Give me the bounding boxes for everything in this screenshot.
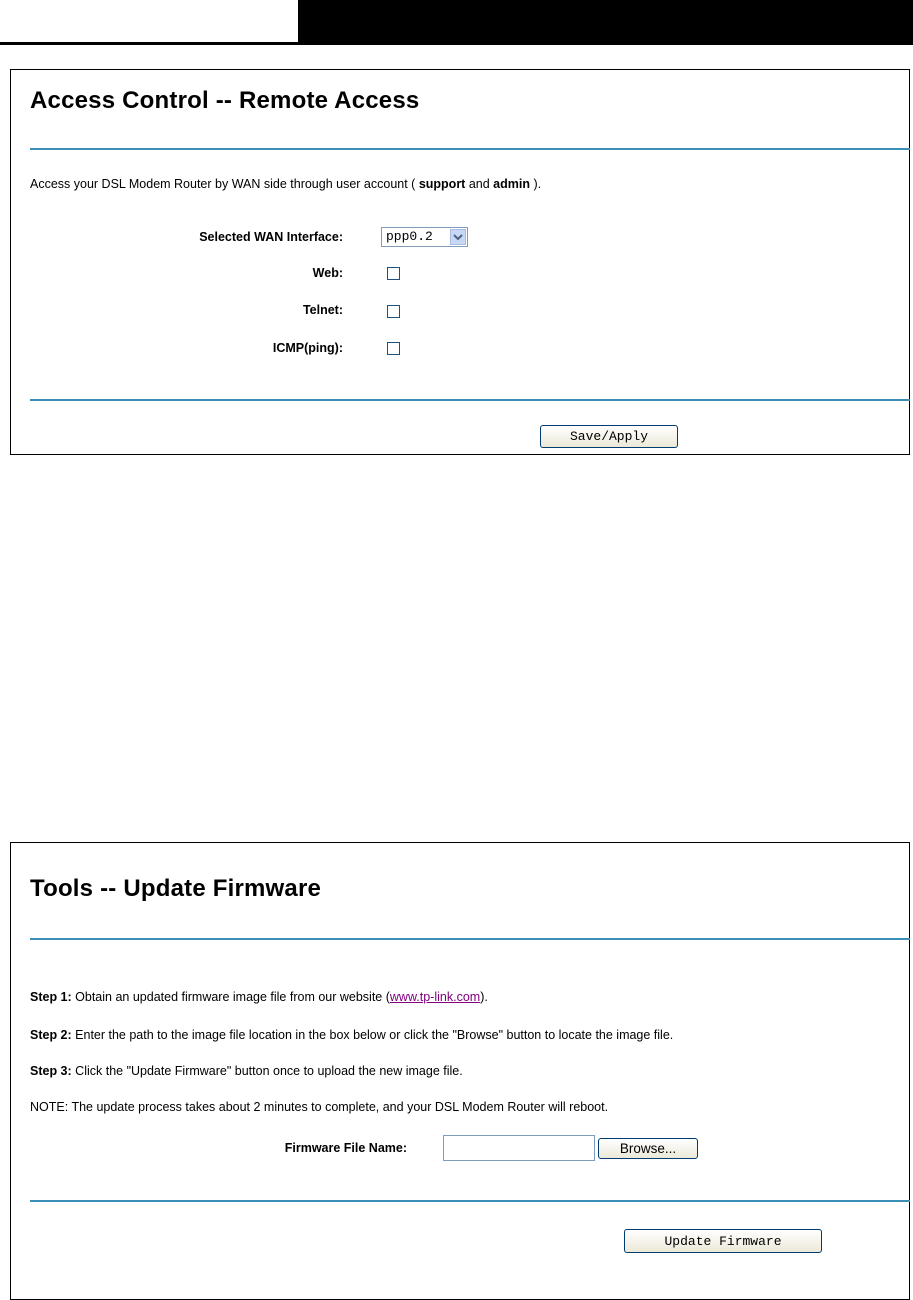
firmware-file-input[interactable] — [443, 1135, 595, 1161]
web-label: Web: — [312, 266, 343, 280]
footer-divider — [30, 1200, 910, 1202]
account-admin: admin — [493, 177, 530, 191]
document-header-rule — [0, 42, 913, 45]
wan-interface-value: ppp0.2 — [386, 229, 433, 244]
tp-link-website-link[interactable]: www.tp-link.com — [389, 990, 481, 1004]
wan-interface-label: Selected WAN Interface: — [199, 230, 343, 244]
account-support: support — [418, 177, 466, 191]
update-firmware-panel — [10, 842, 910, 1300]
browse-button[interactable]: Browse... — [598, 1138, 698, 1159]
telnet-label: Telnet: — [302, 303, 343, 317]
icmp-checkbox[interactable] — [387, 342, 400, 355]
note-text: NOTE: The update process takes about 2 minutes to complete, and your DSL Modem Router will reboot. — [30, 1100, 609, 1114]
firmware-file-label: Firmware File Name: — [284, 1141, 407, 1155]
web-checkbox[interactable] — [387, 267, 400, 280]
wan-interface-select[interactable] — [381, 227, 468, 247]
page-title: Access Control -- Remote Access — [30, 87, 420, 114]
document-header-bar — [298, 0, 913, 42]
step2-text: Step 2: Enter the path to the image file location in the box below or click the "Browse" button to locate the image file. — [30, 1028, 674, 1042]
telnet-checkbox[interactable] — [387, 305, 400, 318]
chevron-down-icon[interactable] — [450, 229, 466, 245]
page-title: Tools -- Update Firmware — [30, 875, 322, 902]
title-divider — [30, 148, 910, 150]
step3-text: Step 3: Click the "Update Firmware" button once to upload the new image file. — [30, 1064, 463, 1078]
footer-divider — [30, 399, 910, 401]
icmp-label: ICMP(ping): — [272, 341, 343, 355]
update-firmware-button[interactable]: Update Firmware — [624, 1229, 822, 1253]
title-divider — [30, 938, 910, 940]
step1-text: Step 1: Obtain an updated firmware image file from our website (www.tp-link.com). — [30, 990, 488, 1004]
intro-text: Access your DSL Modem Router by WAN side through user account ( support and admin ). — [30, 177, 542, 191]
remote-access-panel — [10, 69, 910, 455]
save-apply-button[interactable]: Save/Apply — [540, 425, 678, 448]
